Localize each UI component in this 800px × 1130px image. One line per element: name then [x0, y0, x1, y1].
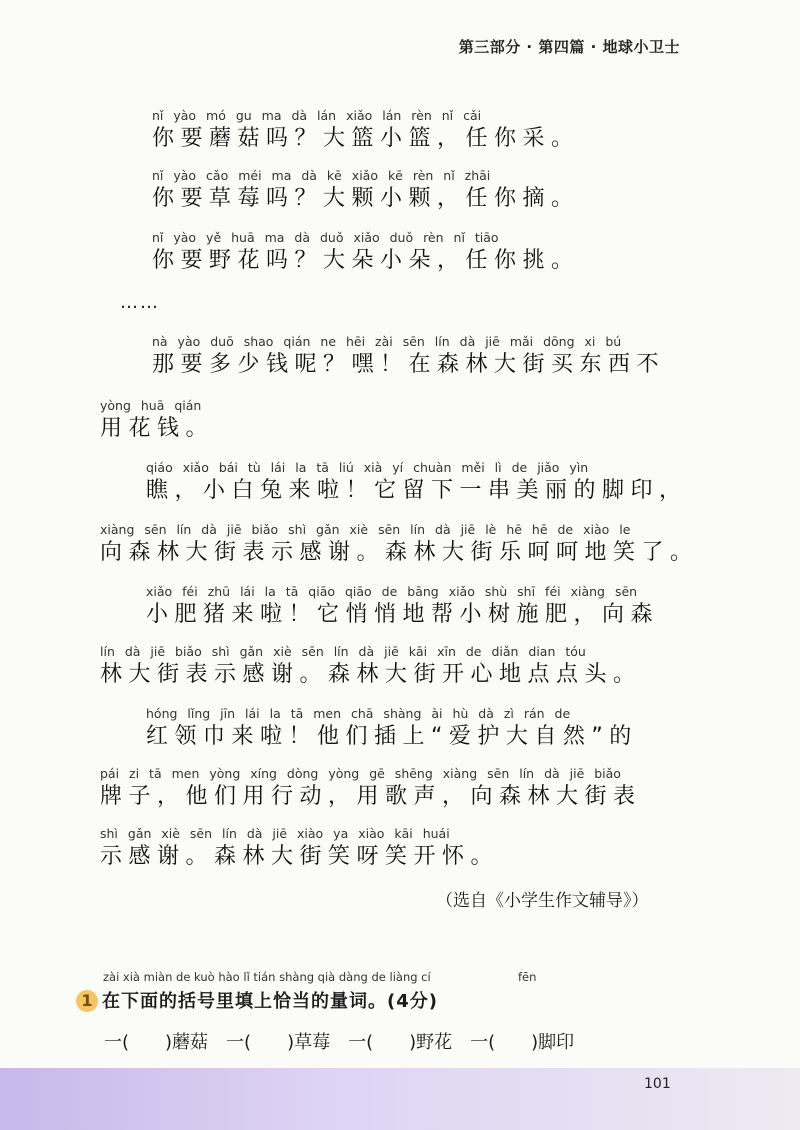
pinyin-line: hóng lǐng jīn lái la tā men chā shàng ài hù dà zì rán de	[146, 706, 571, 721]
section-header: 第三部分 · 第四篇 · 地球小卫士	[458, 38, 680, 56]
hanzi-line: 红领巾来啦！他们插上“爱护大自然”的	[146, 724, 638, 749]
hanzi-line: 向森林大街表示感谢。森林大街乐呵呵地笑了。	[100, 540, 699, 565]
paragraph-line-11	[100, 766, 642, 812]
pinyin-line: shì gǎn xiè sēn lín dà jiē xiào ya xiào kāi huái	[100, 826, 450, 841]
question-pinyin-fen: fēn	[518, 970, 537, 984]
fill-in-blanks: 一( )蘑菇 一( )草莓 一( )野花 一( )脚印	[104, 1032, 575, 1053]
source-citation: （选自《小学生作文辅导》）	[436, 891, 649, 911]
hanzi-line: 示感谢。森林大街笑呀笑开怀。	[100, 844, 500, 869]
pinyin-line: lín dà jiē biǎo shì gǎn xiè sēn lín dà jiē kāi xīn de diǎn dian tóu	[100, 644, 586, 659]
paragraph-line-4	[152, 334, 665, 380]
pinyin-line: pái zi tā men yòng xíng dòng yòng gē shēng xiàng sēn lín dà jiē biǎo	[100, 766, 621, 781]
hanzi-line: 你要蘑菇吗？大篮小篮，任你采。	[152, 126, 580, 151]
hanzi-line: 你要草莓吗？大颗小颗，任你摘。	[152, 186, 580, 211]
paragraph-line-9	[100, 644, 642, 690]
paragraph-line-7	[100, 522, 699, 568]
hanzi-line: 用花钱。	[100, 416, 215, 441]
pinyin-line: nǐ yào yě huā ma dà duǒ xiǎo duǒ rèn nǐ tiāo	[152, 230, 499, 245]
paragraph-line-5	[100, 398, 214, 444]
footer-band	[0, 1068, 800, 1130]
pinyin-line: nǐ yào cǎo méi ma dà kē xiǎo kē rèn nǐ zhāi	[152, 168, 491, 183]
pinyin-line: yòng huā qián	[100, 398, 202, 413]
question-number-badge: 1	[76, 990, 98, 1012]
paragraph-line-10	[146, 706, 638, 752]
paragraph-line-12	[100, 826, 499, 872]
pinyin-line: xiàng sēn lín dà jiē biǎo shì gǎn xiè sēn lín dà jiē lè hē hē de xiào le	[100, 522, 631, 537]
question-text: 在下面的括号里填上恰当的量词。(4分)	[102, 991, 438, 1012]
verse-line-2	[152, 168, 580, 214]
verse-line-1	[152, 108, 580, 154]
hanzi-line: 林大街表示感谢。森林大街开心地点点头。	[100, 662, 642, 687]
hanzi-line: 那要多少钱呢？嘿！在森林大街买东西不	[152, 352, 666, 377]
hanzi-line: 牌子，他们用行动，用歌声，向森林大街表	[100, 784, 642, 809]
pinyin-line: nǐ yào mó gu ma dà lán xiǎo lán rèn nǐ cǎi	[152, 108, 482, 123]
paragraph-line-6	[146, 460, 688, 506]
pinyin-line: xiǎo féi zhū lái la tā qiāo qiāo de bāng xiǎo shù shī féi xiàng sēn	[146, 584, 638, 599]
pinyin-line: qiáo xiǎo bái tù lái la tā liú xià yí chuàn měi lì de jiǎo yìn	[146, 460, 589, 475]
pinyin-line: nà yào duō shao qián ne hēi zài sēn lín dà jiē mǎi dōng xi bú	[152, 334, 622, 349]
hanzi-line: 你要野花吗？大朵小朵，任你挑。	[152, 248, 580, 273]
ellipsis: ……	[120, 292, 160, 313]
verse-line-3	[152, 230, 580, 276]
question-pinyin: zài xià miàn de kuò hào lǐ tián shàng qià dàng de liàng cí	[103, 970, 431, 984]
hanzi-line: 瞧，小白兔来啦！它留下一串美丽的脚印，	[146, 478, 688, 503]
page-number: 101	[644, 1076, 671, 1092]
hanzi-line: 小肥猪来啦！它悄悄地帮小树施肥，向森	[146, 602, 660, 627]
paragraph-line-8	[146, 584, 659, 630]
